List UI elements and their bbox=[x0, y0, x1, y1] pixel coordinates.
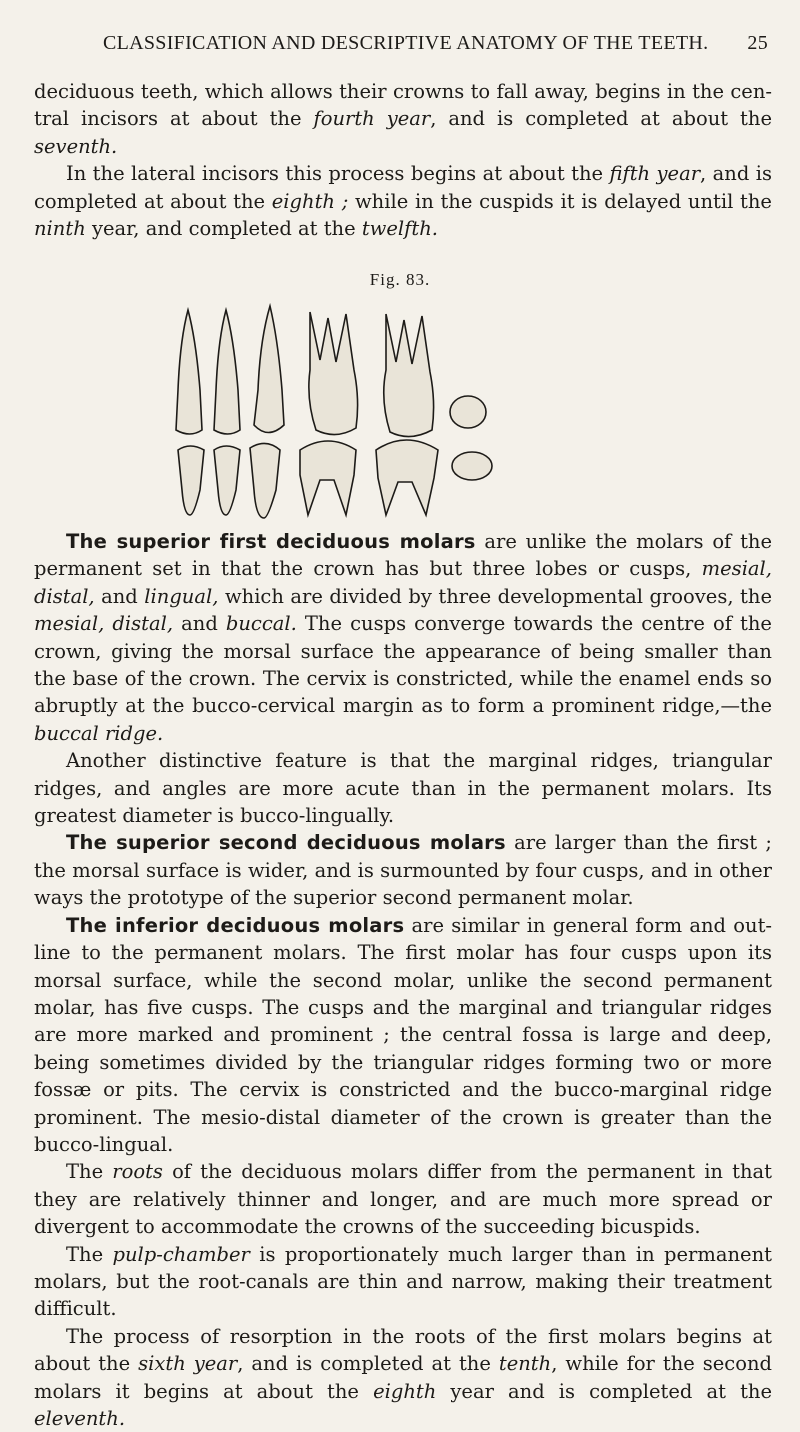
running-head bbox=[64, 32, 768, 55]
text-run: mesial, distal, bbox=[34, 612, 174, 636]
lower-first-molar-drawing bbox=[300, 441, 356, 515]
text-run: is proportionately much larger than in permanent molars, but the root-canals are thin and narrow, making their treatment difficult. bbox=[34, 1242, 772, 1321]
text-run: mesial, distal, bbox=[34, 557, 772, 608]
paragraph bbox=[34, 829, 772, 911]
lower-incisor-1-drawing bbox=[178, 446, 204, 515]
upper-cuspid-drawing bbox=[254, 306, 284, 433]
text-run: of the deciduous molars differ from the permanent in that they are relatively thinner and longer, and are much more spread or divergent to accommodate the crowns of the succeeding bicuspids. bbox=[34, 1160, 772, 1239]
text-run: The cusps converge towards the centre of the crown, giving the morsal surface the appearance of being smaller than the base of the crown. The cervix is constricted, while the enamel ends so abruptly at the bucco-cervical margin as to form a prominent ridge,—the bbox=[34, 612, 772, 718]
paragraph bbox=[34, 912, 772, 1159]
text-run: deciduous teeth, which allows their crowns to fall away, begins in the cen-tral incisors at about the bbox=[34, 80, 772, 131]
lower-incisor-2-drawing bbox=[214, 446, 240, 515]
page-number: 25 bbox=[747, 32, 768, 54]
upper-first-molar-drawing bbox=[309, 312, 358, 435]
text-block-bottom bbox=[34, 528, 772, 1432]
text-run: are unlike the molars of the permanent set in that the crown has but three lobes or cusps, bbox=[34, 530, 773, 581]
upper-incisor-2-drawing bbox=[214, 310, 240, 434]
text-run: eleventh. bbox=[34, 1407, 126, 1430]
text-block-top bbox=[34, 78, 772, 242]
text-run: lingual, bbox=[144, 584, 219, 608]
text-run: year and is completed at the bbox=[436, 1379, 772, 1403]
text-run: eighth ; bbox=[271, 189, 349, 213]
upper-incisor-1-drawing bbox=[176, 310, 202, 434]
text-run: pulp-chamber bbox=[112, 1242, 250, 1266]
upper-second-molar-drawing bbox=[384, 314, 434, 437]
paragraph bbox=[34, 1158, 772, 1240]
text-run: Another distinctive feature is that the marginal ridges, triangular ridges, and angles are more acute than in the permanent molars. Its greatest diameter is bucco-lingually. bbox=[34, 749, 772, 828]
figure-83-teeth-illustration bbox=[150, 300, 650, 520]
text-run: tenth bbox=[498, 1352, 552, 1376]
text-run: while in the cuspids it is delayed until the bbox=[348, 189, 772, 213]
text-run: and bbox=[173, 612, 226, 636]
text-run: eighth bbox=[373, 1379, 437, 1403]
text-run: The bbox=[66, 1160, 113, 1184]
text-run: and bbox=[94, 584, 145, 608]
text-run: year, and completed at the bbox=[85, 217, 362, 241]
text-run: buccal. bbox=[225, 612, 297, 636]
paragraph bbox=[34, 160, 772, 242]
paragraph-lead: The inferior deciduous molars bbox=[66, 913, 405, 937]
lower-molar-occlusal-view bbox=[452, 452, 492, 480]
text-run: The bbox=[66, 1242, 113, 1266]
text-run: In the lateral incisors this process begins at about the bbox=[66, 162, 610, 186]
text-run: , and is completed at about the bbox=[34, 162, 772, 213]
text-run: buccal ridge. bbox=[34, 721, 164, 745]
text-run: are larger than the first ; the morsal surface is wider, and is surmounted by four cusps, and in other ways the prototype of the superior second permanent molar. bbox=[34, 831, 772, 910]
paragraph bbox=[34, 1323, 772, 1432]
upper-molar-occlusal-view bbox=[450, 396, 486, 428]
text-run: ninth bbox=[34, 217, 86, 241]
text-run: twelfth. bbox=[361, 217, 438, 241]
figure-label: Fig. 83. bbox=[369, 270, 431, 289]
teeth-drawing bbox=[150, 300, 650, 520]
text-run: are similar in general form and out-line to the permanent molars. The first molar has four cusps upon its morsal surface, while the second molar, unlike the second permanent molar, has five cusps. The cusps and the marginal and triangular ridges are more marked and prominent ; the central fossa is large and deep, being sometimes divided by the triangular ridges forming two or more fossæ or pits. The cervix is constricted and the bucco-marginal ridge prominent. The mesio-distal diameter of the crown is greater than the bucco-lingual. bbox=[34, 913, 772, 1156]
text-run: sixth year bbox=[138, 1352, 238, 1376]
paragraph bbox=[34, 78, 772, 160]
text-run: , and is completed at the bbox=[237, 1352, 499, 1376]
text-run: seventh. bbox=[34, 134, 118, 158]
text-run: which are divided by three developmental grooves, the bbox=[218, 584, 772, 608]
text-run: fourth year bbox=[313, 107, 431, 131]
paragraph-lead: The superior first deciduous molars bbox=[66, 530, 476, 553]
paragraph-lead: The superior second deciduous molars bbox=[66, 831, 506, 855]
text-run: The process of resorption in the roots of the first molars begins at about the bbox=[34, 1324, 772, 1376]
paragraph bbox=[34, 528, 772, 747]
paragraph bbox=[34, 1241, 772, 1323]
text-run: fifth year bbox=[609, 162, 701, 186]
lower-second-molar-drawing bbox=[376, 440, 438, 515]
text-run: roots bbox=[112, 1160, 163, 1184]
text-run: , and is completed at about the bbox=[430, 107, 772, 131]
running-title: CLASSIFICATION AND DESCRIPTIVE ANATOMY OF THE TEETH. bbox=[102, 32, 709, 54]
text-run: , while for the second molars it begins at about the bbox=[34, 1352, 773, 1403]
lower-cuspid-drawing bbox=[250, 443, 280, 518]
paragraph bbox=[34, 747, 772, 829]
